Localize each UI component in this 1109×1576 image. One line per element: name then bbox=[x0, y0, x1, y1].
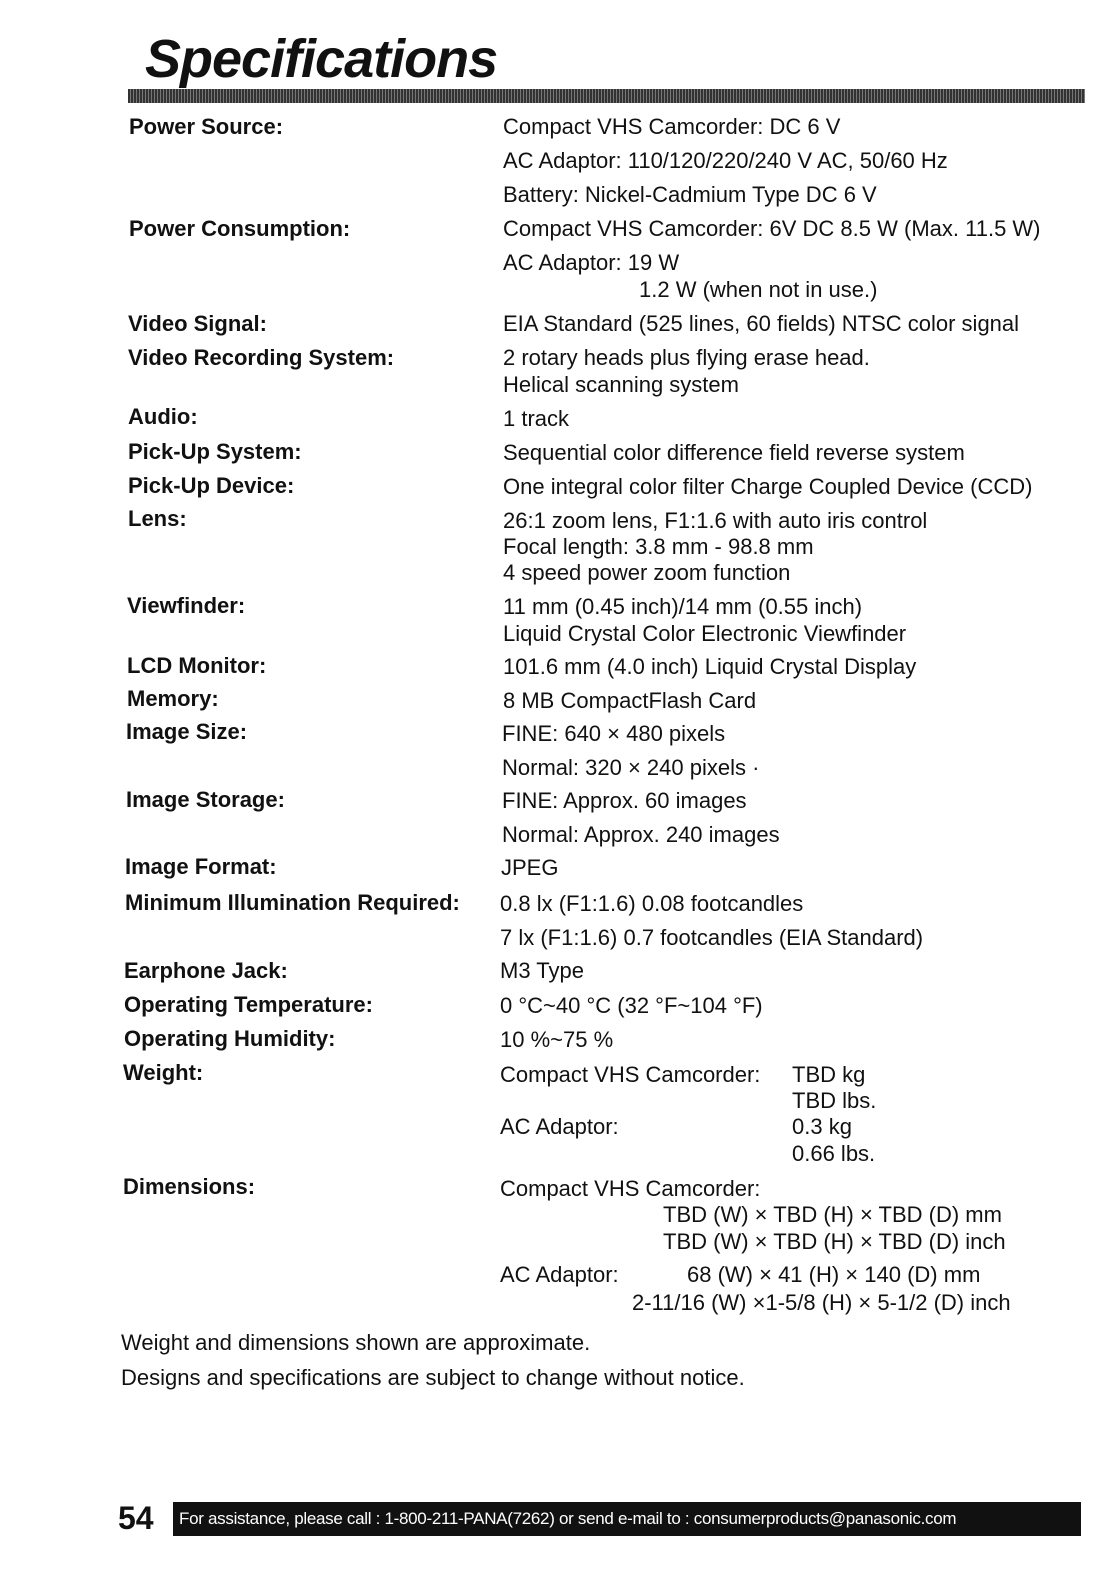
spec-value: 1.2 W (when not in use.) bbox=[639, 277, 878, 302]
spec-value: Sequential color difference field reverse system bbox=[503, 440, 965, 465]
footer-text: For assistance, please call : 1-800-211-PANA(7262) or send e-mail to : consumerproducts@panasonic.com bbox=[179, 1509, 957, 1528]
spec-label-image-storage: Image Storage: bbox=[126, 787, 285, 812]
spec-label-lcd-monitor: LCD Monitor: bbox=[127, 653, 267, 678]
spec-value: 26:1 zoom lens, F1:1.6 with auto iris control bbox=[503, 508, 928, 533]
note-approximate: Weight and dimensions shown are approximate. bbox=[121, 1330, 591, 1355]
spec-value: 0.66 lbs. bbox=[792, 1141, 876, 1166]
spec-value: 2-11/16 (W) ×1-5/8 (H) × 5-1/2 (D) inch bbox=[632, 1290, 1011, 1315]
spec-value: Compact VHS Camcorder: 6V DC 8.5 W (Max. 11.5 W) bbox=[503, 216, 1041, 241]
spec-value: Battery: Nickel-Cadmium Type DC 6 V bbox=[503, 182, 877, 207]
spec-label-video-signal: Video Signal: bbox=[128, 311, 267, 336]
footer-banner bbox=[173, 1502, 1081, 1536]
spec-label-audio: Audio: bbox=[128, 404, 198, 429]
spec-value: 0.8 lx (F1:1.6) 0.08 footcandles bbox=[500, 891, 804, 916]
spec-value: Compact VHS Camcorder: bbox=[500, 1062, 761, 1087]
spec-value: 68 (W) × 41 (H) × 140 (D) mm bbox=[687, 1262, 981, 1287]
spec-value: AC Adaptor: bbox=[500, 1114, 619, 1139]
spec-value: Liquid Crystal Color Electronic Viewfinder bbox=[503, 621, 907, 646]
spec-value: 11 mm (0.45 inch)/14 mm (0.55 inch) bbox=[503, 594, 863, 619]
spec-label-operating-temperature: Operating Temperature: bbox=[124, 992, 373, 1017]
spec-value: 8 MB CompactFlash Card bbox=[503, 688, 757, 713]
spec-label-pickup-device: Pick-Up Device: bbox=[128, 473, 295, 498]
spec-value: EIA Standard (525 lines, 60 fields) NTSC color signal bbox=[503, 311, 1020, 336]
spec-value: Normal: Approx. 240 images bbox=[502, 822, 780, 847]
spec-value: TBD kg bbox=[792, 1062, 866, 1087]
spec-value: TBD (W) × TBD (H) × TBD (D) mm bbox=[663, 1202, 1002, 1227]
spec-value: 1 track bbox=[503, 406, 570, 431]
spec-value: 101.6 mm (4.0 inch) Liquid Crystal Display bbox=[503, 654, 917, 679]
spec-label-operating-humidity: Operating Humidity: bbox=[124, 1026, 336, 1051]
spec-value: 0.3 kg bbox=[792, 1114, 852, 1139]
spec-label-video-recording-system: Video Recording System: bbox=[128, 345, 395, 370]
title-rule bbox=[128, 89, 1085, 103]
spec-value: Compact VHS Camcorder: bbox=[500, 1176, 761, 1201]
spec-value: 4 speed power zoom function bbox=[503, 560, 791, 585]
spec-label-lens: Lens: bbox=[128, 506, 187, 531]
spec-value: AC Adaptor: 110/120/220/240 V AC, 50/60 Hz bbox=[503, 148, 948, 173]
spec-value: FINE: 640 × 480 pixels bbox=[502, 721, 726, 746]
spec-value: 0 °C~40 °C (32 °F~104 °F) bbox=[500, 993, 763, 1018]
spec-value: 10 %~75 % bbox=[500, 1027, 614, 1052]
spec-label-power-consumption: Power Consumption: bbox=[129, 216, 351, 241]
page-title: Specifications bbox=[145, 29, 498, 89]
note-subject-to-change: Designs and specifications are subject to change without notice. bbox=[121, 1365, 745, 1390]
spec-label-image-format: Image Format: bbox=[125, 854, 277, 879]
spec-label-memory: Memory: bbox=[127, 686, 219, 711]
spec-label-pickup-system: Pick-Up System: bbox=[128, 439, 302, 464]
spec-value: AC Adaptor: bbox=[500, 1262, 619, 1287]
spec-value: Compact VHS Camcorder: DC 6 V bbox=[503, 114, 841, 139]
spec-value: 7 lx (F1:1.6) 0.7 footcandles (EIA Standard) bbox=[500, 925, 924, 950]
spec-value: M3 Type bbox=[500, 958, 584, 983]
spec-label-image-size: Image Size: bbox=[126, 719, 248, 744]
spec-value: Normal: 320 × 240 pixels · bbox=[502, 755, 760, 780]
spec-label-power-source: Power Source: bbox=[129, 114, 284, 139]
spec-label-dimensions: Dimensions: bbox=[123, 1174, 256, 1199]
spec-value: Helical scanning system bbox=[503, 372, 739, 397]
spec-label-minimum-illumination: Minimum Illumination Required: bbox=[125, 890, 460, 915]
spec-value: TBD (W) × TBD (H) × TBD (D) inch bbox=[663, 1229, 1006, 1254]
spec-value: One integral color filter Charge Coupled Device (CCD) bbox=[503, 474, 1033, 499]
spec-value: 2 rotary heads plus flying erase head. bbox=[503, 345, 870, 370]
spec-value: AC Adaptor: 19 W bbox=[503, 250, 680, 275]
spec-label-earphone-jack: Earphone Jack: bbox=[124, 958, 288, 983]
spec-value: TBD lbs. bbox=[792, 1088, 877, 1113]
spec-label-weight: Weight: bbox=[123, 1060, 204, 1085]
spec-value: JPEG bbox=[501, 855, 559, 880]
spec-value: Focal length: 3.8 mm - 98.8 mm bbox=[503, 534, 814, 559]
spec-value: FINE: Approx. 60 images bbox=[502, 788, 747, 813]
spec-label-viewfinder: Viewfinder: bbox=[127, 593, 246, 618]
page-number: 54 bbox=[118, 1500, 154, 1536]
